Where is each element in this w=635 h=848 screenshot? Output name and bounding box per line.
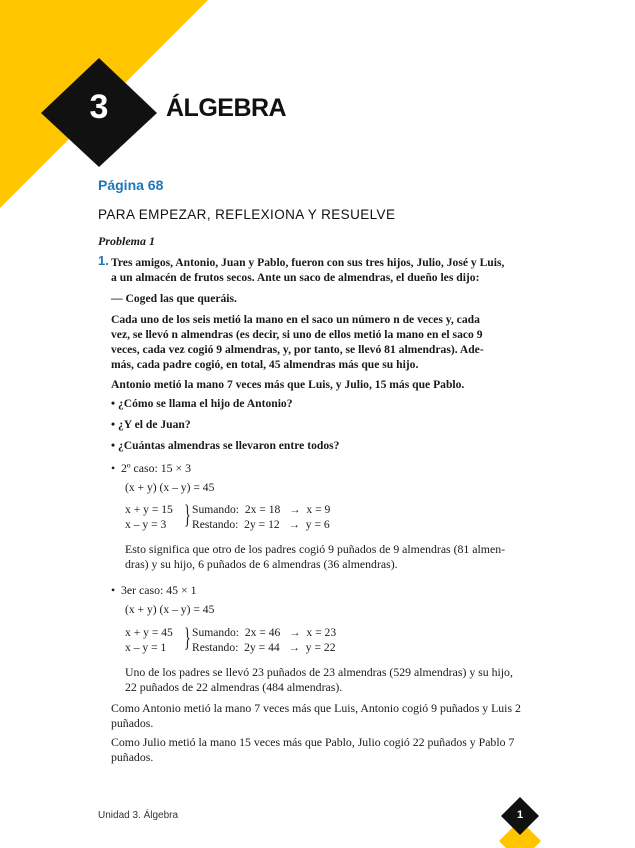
statement-p1-line1: Cada uno de los seis metió la mano en el saco un número n de veces y, cada [111, 313, 480, 326]
statement-quote: — Coged las que queráis. [111, 292, 237, 305]
brace-icon: } [184, 500, 191, 529]
page-number: 1 [516, 809, 524, 821]
case3-factor: (x + y) (x – y) = 45 [125, 603, 215, 616]
section-title: PARA EMPEZAR, REFLEXIONA Y RESUELVE [98, 207, 396, 222]
case3-sum: Sumando: 2x = 46 → x = 23 [192, 626, 337, 639]
footer-unit-label: Unidad 3. Álgebra [98, 810, 179, 821]
page-label: Página 68 [98, 177, 164, 193]
conclusion-1-line2: puñados. [111, 716, 154, 730]
case2-sum: Sumando: 2x = 18 → x = 9 [192, 503, 331, 516]
statement-p2: Antonio metió la mano 7 veces más que Luis, y Julio, 15 más que Pablo. [111, 378, 465, 391]
conclusion-2-line1: Como Julio metió la mano 15 veces más que Pablo, Julio cogió 22 puñados y Pablo 7 [111, 735, 515, 749]
problem-label: Problema 1 [98, 234, 155, 248]
question-item: • ¿Cómo se llama el hijo de Antonio? [111, 397, 293, 410]
question-item: • ¿Y el de Juan? [111, 418, 191, 431]
statement-intro-2: a un almacén de frutos secos. Ante un saco de almendras, el dueño les dijo: [111, 271, 480, 284]
case2-note-line1: Esto significa que otro de los padres cogió 9 puñados de 9 almendras (81 almen- [125, 542, 506, 556]
brace-icon: } [184, 623, 191, 652]
question-item: • ¿Cuántas almendras se llevaron entre todos? [111, 439, 340, 452]
conclusion-1-line1: Como Antonio metió la mano 7 veces más que Luis, Antonio cogió 9 puñados y Luis 2 [111, 701, 521, 715]
case2-factor: (x + y) (x – y) = 45 [125, 481, 215, 494]
conclusion-2-line2: puñados. [111, 750, 154, 764]
case2-system-eq1: x + y = 15 [125, 503, 173, 516]
case3-diff: Restando: 2y = 44 → y = 22 [192, 641, 336, 654]
case3-heading: • 3er caso: 45 × 1 [111, 583, 197, 597]
case2-diff: Restando: 2y = 12 → y = 6 [192, 518, 330, 531]
statement-p1-line3: veces, cada vez cogió 9 almendras, y, por tanto, se llevó 81 almendras). Ade- [111, 343, 484, 356]
case2-heading: • 2º caso: 15 × 3 [111, 461, 191, 475]
case3-note-line2: 22 puñados de 22 almendras (484 almendras). [125, 680, 343, 694]
case3-system-eq2: x – y = 1 [125, 641, 167, 654]
statement-intro-1: Tres amigos, Antonio, Juan y Pablo, fueron con sus tres hijos, Julio, José y Luis, [111, 256, 505, 269]
chapter-number: 3 [89, 88, 109, 126]
page-number-badge [498, 795, 542, 848]
case2-note-line2: dras) y su hijo, 6 puñados de 6 almendras (36 almendras). [125, 557, 398, 571]
case3-system-eq1: x + y = 45 [125, 626, 173, 639]
case2-system-eq2: x – y = 3 [125, 518, 167, 531]
item-number: 1. [98, 253, 109, 268]
statement-p1-line4: más, cada padre cogió, en total, 45 almendras más que su hijo. [111, 358, 419, 371]
case3-note-line1: Uno de los padres se llevó 23 puñados de 23 almendras (529 almendras) y su hijo, [125, 665, 513, 679]
chapter-title: ÁLGEBRA [166, 94, 287, 122]
statement-p1-line2: vez, se llevó n almendras (es decir, si uno de ellos metió la mano en el saco 9 [111, 328, 483, 341]
